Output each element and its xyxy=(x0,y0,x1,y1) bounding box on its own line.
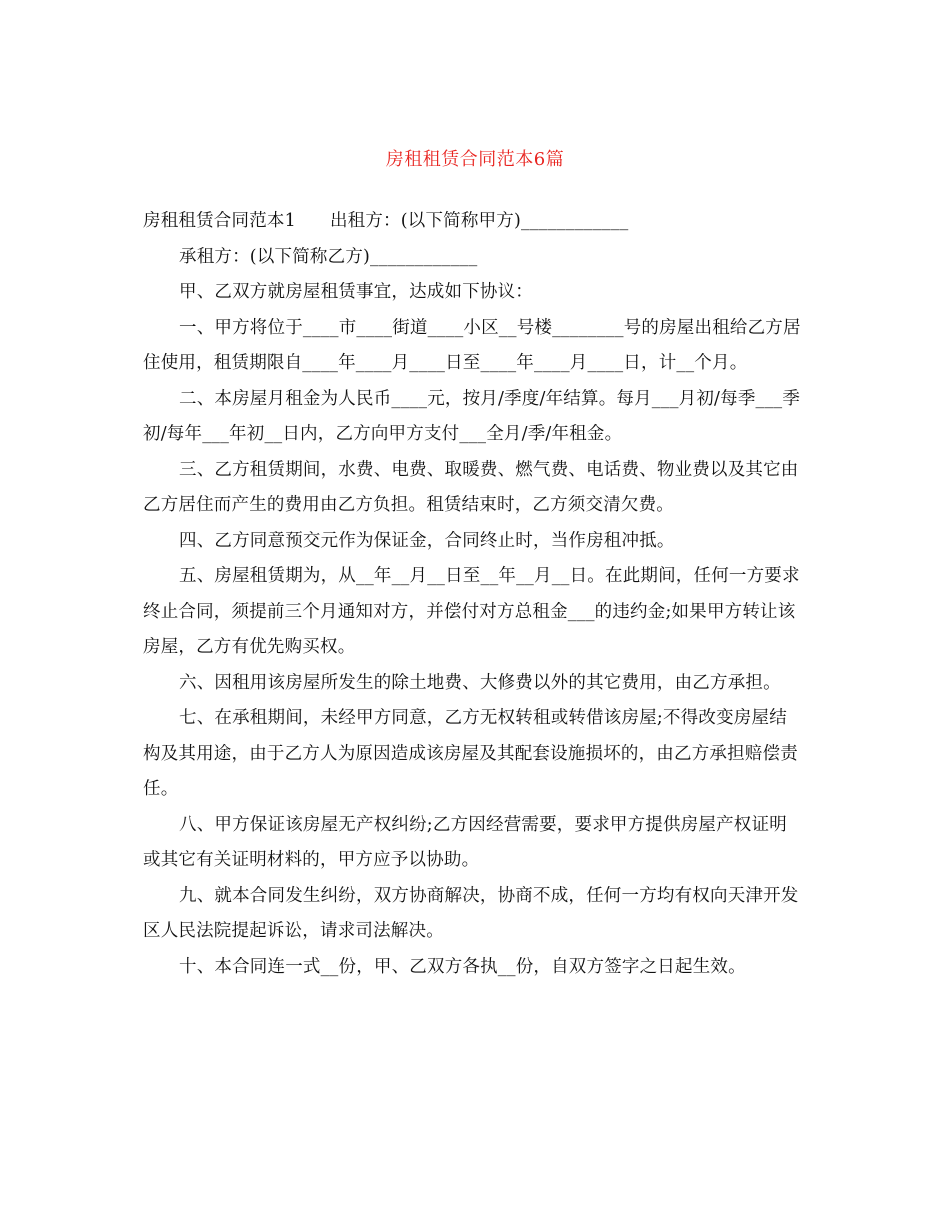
clause-3: 三、乙方租赁期间，水费、电费、取暖费、燃气费、电话费、物业费以及其它由乙方居住而产生的费用由乙方负担。租赁结束时，乙方须交清欠费。 xyxy=(143,459,799,515)
clause-9: 九、就本合同发生纠纷，双方协商解决，协商不成，任何一方均有权向天津开发区人民法院提起诉讼，请求司法解决。 xyxy=(143,885,799,941)
clause-2: 二、本房屋月租金为人民币____元，按月/季度/年结算。每月___月初/每季___季初/每年___年初__日内，乙方向甲方支付___全月/季/年租金。 xyxy=(143,388,801,444)
clause-5: 五、房屋租赁期为，从__年__月__日至__年__月__日。在此期间，任何一方要求终止合同，须提前三个月通知对方，并偿付对方总租金___的违约金;如果甲方转让该房屋，乙方有优先购买权。 xyxy=(143,566,800,657)
preamble: 甲、乙双方就房屋租赁事宜，达成如下协议： xyxy=(179,282,533,302)
lessee-line: 承租方：(以下简称乙方)____________ xyxy=(179,246,478,267)
clause-6: 六、因租用该房屋所发生的除土地费、大修费以外的其它费用，由乙方承担。 xyxy=(179,672,781,693)
contract-first-line xyxy=(143,204,803,240)
clause-10: 十、本合同连一式__份，甲、乙双方各执__份，自双方签字之日起生效。 xyxy=(179,956,746,977)
clause-8: 八、甲方保证该房屋无产权纠纷;乙方因经营需要，要求甲方提供房屋产权证明或其它有关证明材料的，甲方应予以协助。 xyxy=(143,814,787,870)
clause-7: 七、在承租期间，未经甲方同意，乙方无权转租或转借该房屋;不得改变房屋结构及其用途，由于乙方人为原因造成该房屋及其配套设施损坏的，由乙方承担赔偿责任。 xyxy=(143,708,798,799)
contract-heading: 房租租赁合同范本1 xyxy=(143,211,296,231)
document-title: 房租租赁合同范本6篇 xyxy=(385,149,565,171)
clause-1: 一、甲方将位于____市____街道____小区__号楼________号的房屋出租给乙方居住使用，租赁期限自____年____月____日至____年____月____日，计__个月。 xyxy=(143,317,801,373)
clause-4: 四、乙方同意预交元作为保证金，合同终止时，当作房租冲抵。 xyxy=(179,530,675,551)
contract-body xyxy=(143,204,803,985)
lessor-line: 出租方：(以下简称甲方)____________ xyxy=(329,211,629,231)
